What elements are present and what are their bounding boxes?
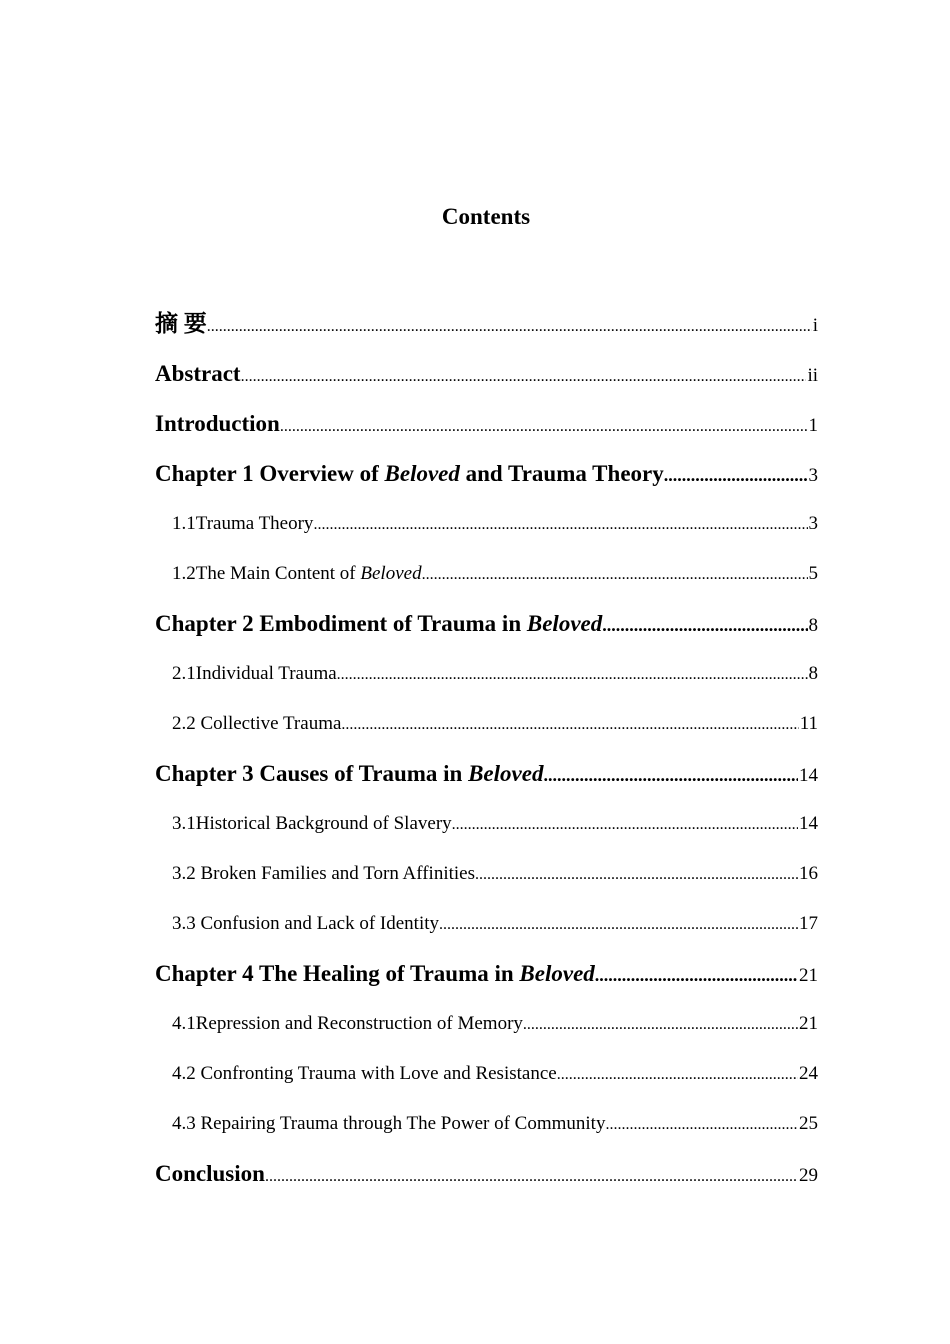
dot-leader — [664, 459, 808, 491]
toc-page-number: 16 — [799, 863, 818, 884]
dot-leader — [595, 959, 798, 991]
toc-entry-label: 1.1Trauma Theory — [172, 513, 314, 534]
toc-entry[interactable] — [155, 1158, 818, 1208]
toc-entry-label: Conclusion — [155, 1161, 265, 1186]
toc-entry[interactable] — [155, 1108, 818, 1158]
toc-page-number: 8 — [808, 663, 818, 684]
toc-entry[interactable] — [155, 808, 818, 858]
toc-entry[interactable] — [155, 608, 818, 658]
toc-entry[interactable] — [155, 558, 818, 608]
dot-leader — [523, 1009, 798, 1041]
toc-page-number: 25 — [799, 1113, 818, 1134]
toc-entry-label: 4.3 Repairing Trauma through The Power of Community — [172, 1113, 606, 1134]
toc-entry[interactable] — [155, 1008, 818, 1058]
toc-page-number: 21 — [799, 1013, 818, 1034]
toc-entry-label: Chapter 1 Overview of Beloved and Trauma Theory — [155, 461, 664, 486]
toc-page-number: 14 — [799, 813, 818, 834]
toc-page-number: 11 — [799, 713, 818, 734]
dot-leader — [422, 559, 808, 591]
toc-entry[interactable] — [155, 658, 818, 708]
toc-page-number: 14 — [799, 765, 818, 786]
toc-entry-label: 3.2 Broken Families and Torn Affinities — [172, 863, 475, 884]
toc-entry-label: 4.1Repression and Reconstruction of Memory — [172, 1013, 523, 1034]
toc-entry-label: 3.1Historical Background of Slavery — [172, 813, 452, 834]
toc-page-number: 21 — [799, 965, 818, 986]
toc-entry[interactable] — [155, 308, 818, 358]
toc-page-number: 8 — [808, 615, 818, 636]
dot-leader — [439, 909, 798, 941]
toc-page-number: ii — [807, 365, 818, 386]
toc-entry-label: Introduction — [155, 411, 280, 436]
dot-leader — [475, 859, 798, 891]
dot-leader — [207, 311, 812, 343]
page-title: Contents — [441, 204, 531, 229]
toc-entry[interactable] — [155, 1058, 818, 1108]
toc-entry-label: 2.2 Collective Trauma — [172, 713, 342, 734]
toc-entry-label: 2.1Individual Trauma — [172, 663, 337, 684]
toc-entry-label: 1.2The Main Content of Beloved — [172, 563, 422, 584]
toc-entry-label: Chapter 3 Causes of Trauma in Beloved — [155, 761, 544, 786]
toc-entry[interactable] — [155, 458, 818, 508]
dot-leader — [241, 361, 807, 393]
dot-leader — [557, 1059, 798, 1091]
toc-page-number: i — [812, 315, 818, 336]
table-of-contents — [155, 308, 818, 1208]
toc-entry[interactable] — [155, 908, 818, 958]
toc-page-number: 24 — [799, 1063, 818, 1084]
toc-entry-label: 3.3 Confusion and Lack of Identity — [172, 913, 440, 934]
toc-entry-label: 4.2 Confronting Trauma with Love and Resistance — [172, 1063, 557, 1084]
dot-leader — [605, 1109, 798, 1141]
toc-page-number: 29 — [799, 1165, 818, 1186]
toc-page-number: 5 — [808, 563, 818, 584]
toc-page-number: 17 — [799, 913, 818, 934]
toc-page-number: 3 — [808, 465, 818, 486]
toc-entry[interactable] — [155, 508, 818, 558]
dot-leader — [602, 609, 807, 641]
dot-leader — [543, 759, 798, 791]
toc-entry[interactable] — [155, 708, 818, 758]
toc-entry-label: Chapter 4 The Healing of Trauma in Beloved — [155, 961, 595, 986]
toc-entry[interactable] — [155, 958, 818, 1008]
toc-entry-label: 摘 要 — [155, 311, 207, 336]
dot-leader — [337, 659, 808, 691]
dot-leader — [280, 411, 808, 443]
dot-leader — [313, 509, 807, 541]
toc-entry[interactable] — [155, 358, 818, 408]
toc-entry[interactable] — [155, 408, 818, 458]
toc-entry[interactable] — [155, 758, 818, 808]
toc-entry[interactable] — [155, 858, 818, 908]
toc-entry-label: Abstract — [155, 361, 241, 386]
dot-leader — [265, 1161, 798, 1193]
toc-entry-label: Chapter 2 Embodiment of Trauma in Beloved — [155, 611, 603, 636]
dot-leader — [452, 809, 798, 841]
toc-page-number: 3 — [808, 513, 818, 534]
toc-page-number: 1 — [808, 415, 818, 436]
dot-leader — [341, 709, 798, 741]
